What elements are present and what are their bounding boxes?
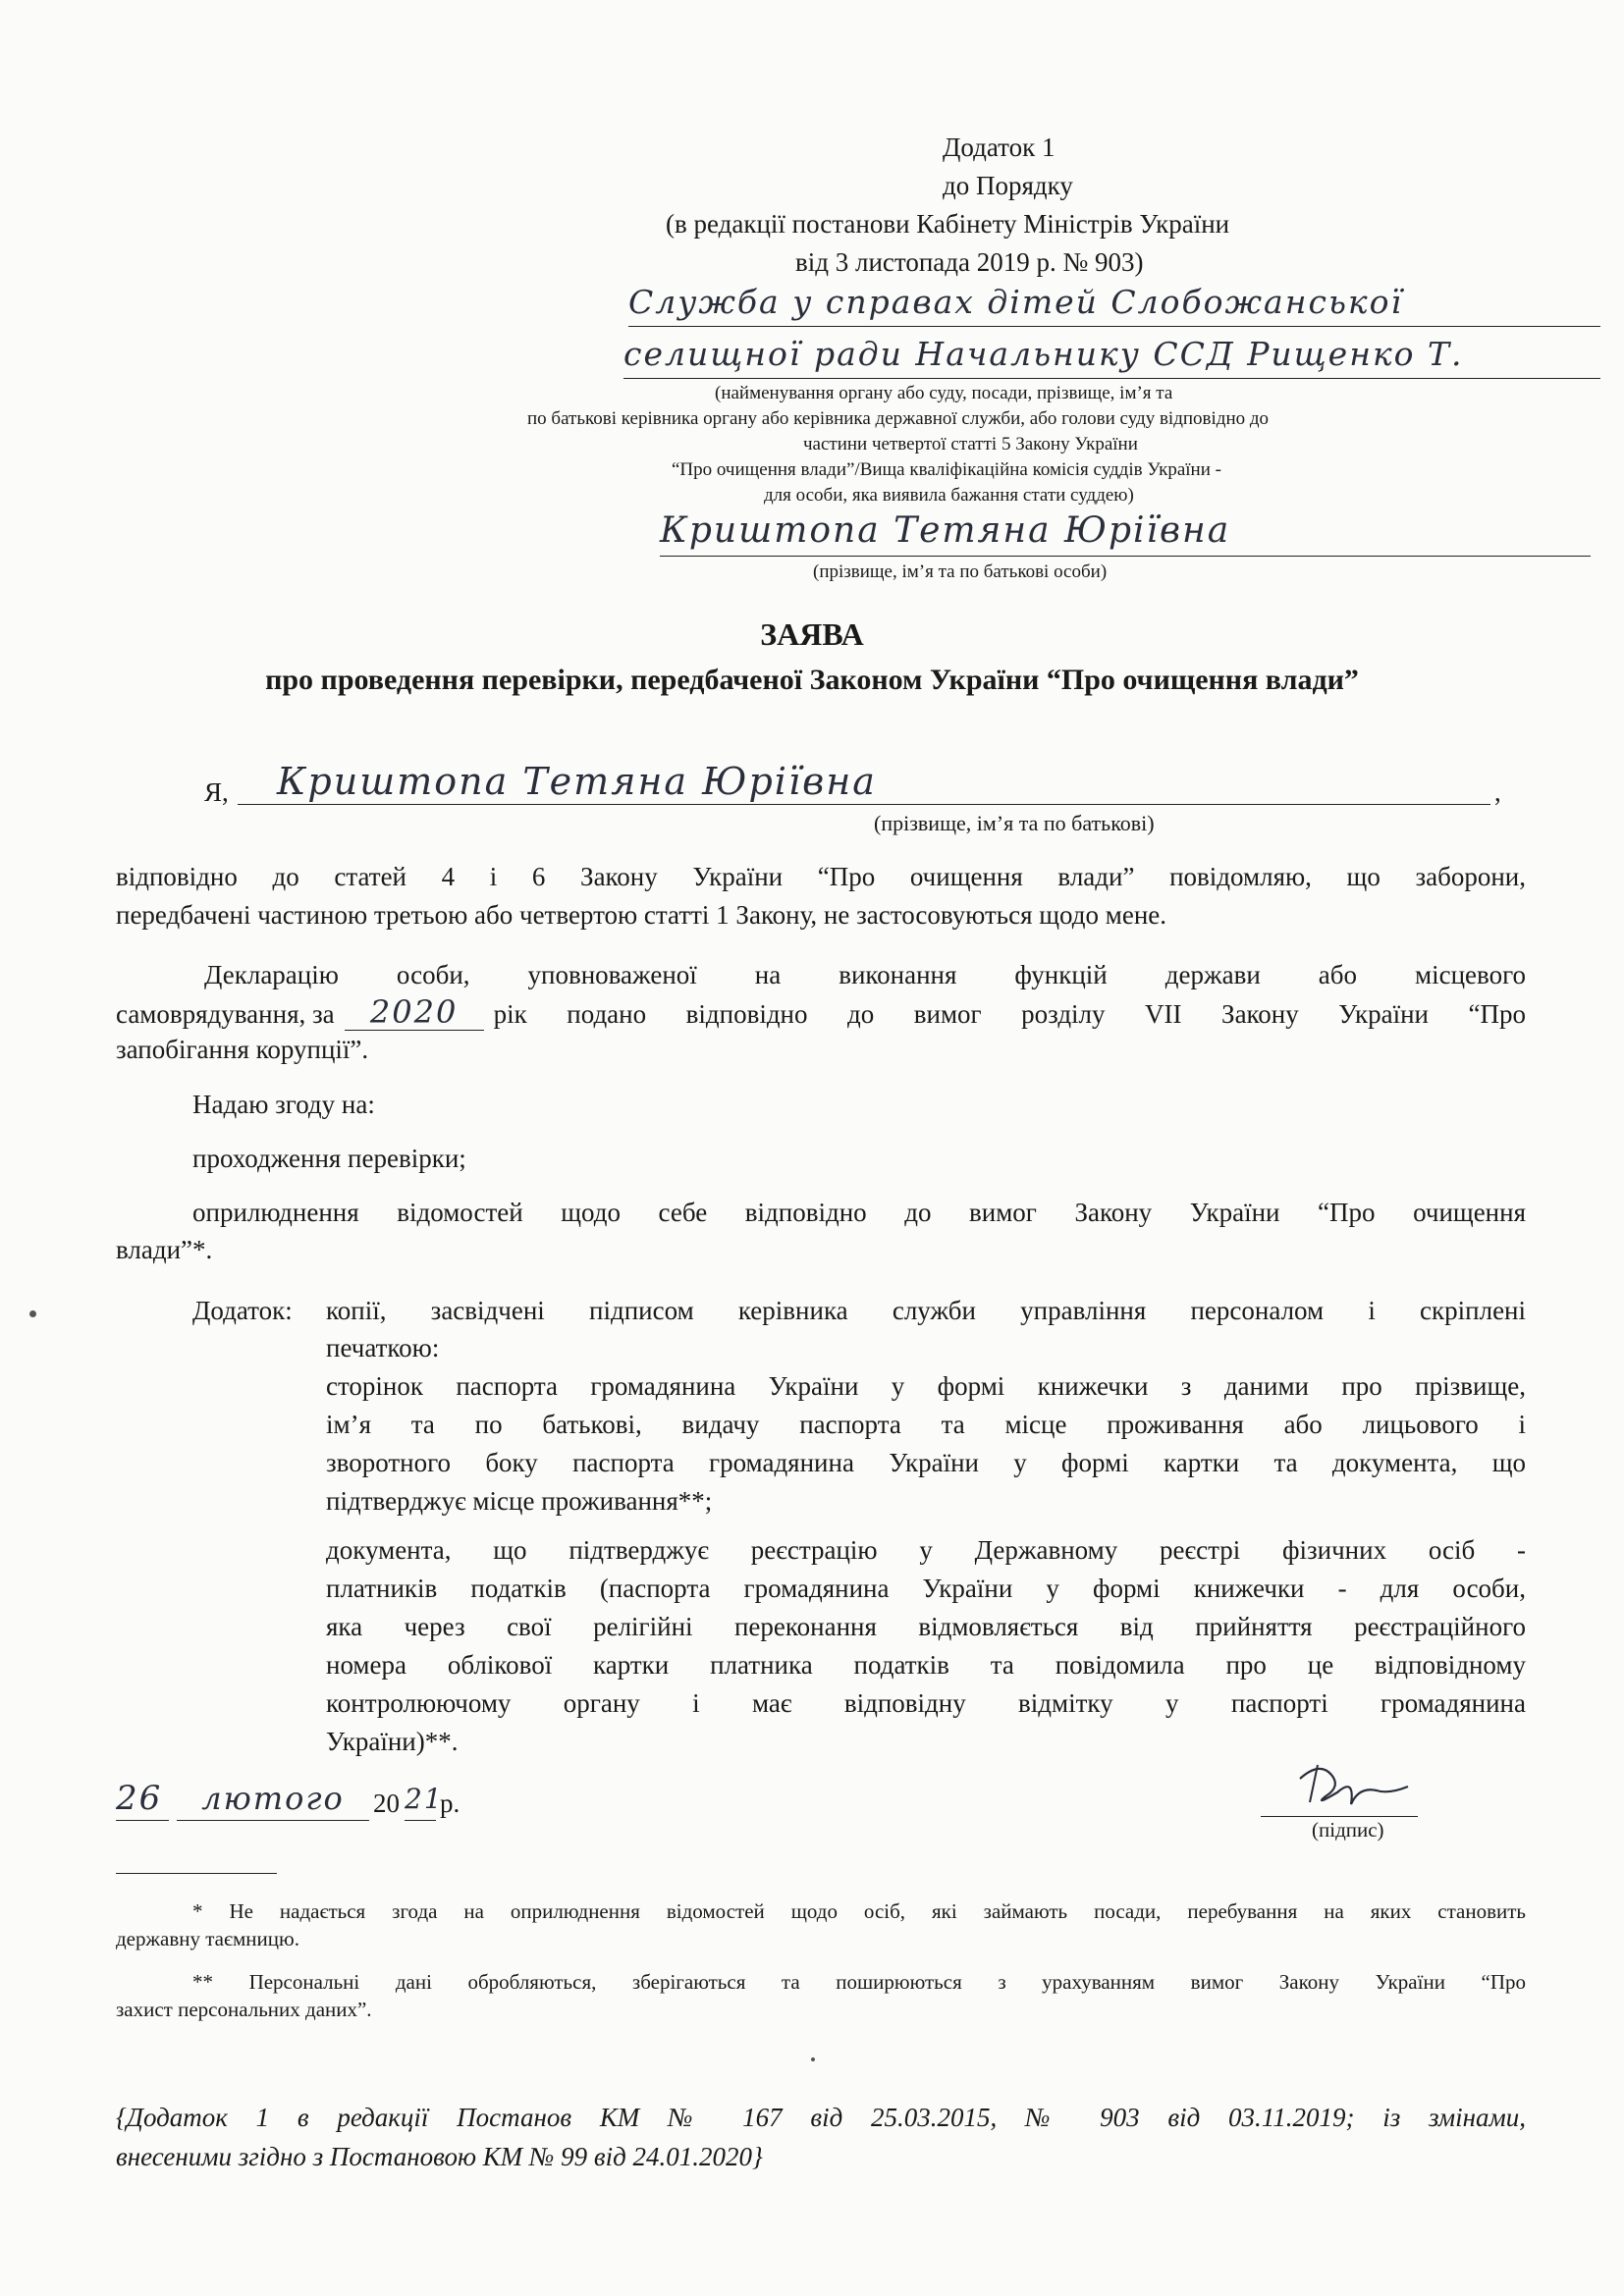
paragraph-2-line-3: запобігання корупції”. bbox=[116, 1035, 369, 1064]
attachment-item-2-line-3: яка через свої релігійні переконання відмовляється від прийняття реєстраційного bbox=[326, 1612, 1526, 1641]
attachment-item-2-line-2: платників податків (паспорта громадянина України у формі книжечки - для особи, bbox=[326, 1574, 1526, 1603]
consent-item-1: проходження перевірки; bbox=[192, 1144, 466, 1173]
attachment-intro-line-2: печаткою: bbox=[326, 1333, 440, 1362]
statement-name-caption: (прізвище, ім’я та по батькові) bbox=[874, 811, 1155, 835]
annex-date: від 3 листопада 2019 р. № 903) bbox=[795, 247, 1144, 277]
statement-name-field: Криштопа Тетяна Юріївна bbox=[238, 754, 1490, 805]
attachment-item-1-line-3: зворотного боку паспорта громадянина України у формі картки та документа, що bbox=[326, 1448, 1526, 1477]
attachment-item-2-line-5: контролюючому органу і має відповідну відмітку у паспорті громадянина bbox=[326, 1688, 1526, 1718]
document-title: ЗАЯВА bbox=[760, 616, 864, 652]
addressee-caption-3: частини четвертої статті 5 Закону України bbox=[803, 434, 1138, 454]
paragraph-2-suffix: рік подано відповідно до вимог розділу VII Закону України “Про bbox=[493, 999, 1526, 1029]
annex-to-order: до Порядку bbox=[943, 171, 1073, 200]
addressee-caption-1: (найменування органу або суду, посади, прізвище, ім’я та bbox=[715, 383, 1173, 403]
attachment-intro-line-1: копії, засвідчені підписом керівника служби управління персоналом і скріплені bbox=[326, 1296, 1526, 1325]
attachment-item-1-line-2: ім’я та по батькові, видачу паспорта та місце проживання або лицьового і bbox=[326, 1410, 1526, 1439]
addressee-line-1: Служба у справах дітей Слобожанської bbox=[628, 277, 1600, 327]
date-month: лютого bbox=[177, 1775, 369, 1821]
addressee-caption-5: для особи, яка виявила бажання стати суддею) bbox=[764, 485, 1134, 506]
addressee-line-2: селищної ради Начальнику ССД Рищенко Т. bbox=[623, 329, 1600, 379]
attachment-item-2-line-4: номера облікової картки платника податків та повідомила про це відповідному bbox=[326, 1650, 1526, 1680]
edition-note-line-1: {Додаток 1 в редакції Постанов КМ № 167 від 25.03.2015, № 903 від 03.11.2019; із змінами, bbox=[116, 2103, 1526, 2132]
annex-label: Додаток 1 bbox=[943, 133, 1056, 162]
paragraph-2-line-1: Декларацію особи, уповноваженої на виконання функцій держави або місцевого bbox=[204, 960, 1526, 989]
document-subtitle: про проведення перевірки, передбаченої Законом України “Про очищення влади” bbox=[265, 664, 1359, 696]
footnote-1-line-1: * Не надається згода на оприлюднення відомостей щодо осіб, які займають посади, перебування на яких становить bbox=[192, 1899, 1526, 1923]
annex-edition: (в редакції постанови Кабінету Міністрів України bbox=[666, 209, 1230, 239]
applicant-name: Криштопа Тетяна Юріївна bbox=[660, 505, 1591, 557]
footnote-separator bbox=[116, 1873, 277, 1874]
date-year-end: р. bbox=[440, 1789, 460, 1818]
attachment-item-1-line-4: підтверджує місце проживання**; bbox=[326, 1486, 713, 1516]
consent-label: Надаю згоду на: bbox=[192, 1090, 375, 1119]
footnote-2-line-1: ** Персональні дані обробляються, зберігаються та поширюються з урахуванням вимог Закону України “Про bbox=[192, 1970, 1526, 1994]
attachment-item-2-line-1: документа, що підтверджує реєстрацію у Державному реєстрі фізичних осіб - bbox=[326, 1535, 1526, 1565]
scan-dot bbox=[811, 2057, 815, 2061]
attachment-item-2-line-6: України)**. bbox=[326, 1727, 459, 1756]
consent-item-2-line-1: оприлюднення відомостей щодо себе відповідно до вимог Закону України “Про очищення bbox=[192, 1198, 1526, 1227]
addressee-caption-4: “Про очищення влади”/Вища кваліфікаційна комісія суддів України - bbox=[672, 459, 1221, 480]
paragraph-2-prefix: самоврядування, за bbox=[116, 999, 335, 1029]
consent-item-2-line-2: влади”*. bbox=[116, 1235, 213, 1264]
name-comma: , bbox=[1494, 777, 1501, 807]
paragraph-1-line-2: передбачені частиною третьою або четвертою статті 1 Закону, не застосовуються щодо мене. bbox=[116, 900, 1167, 930]
date-year-suffix: 21 bbox=[405, 1777, 436, 1821]
footnote-1-line-2: державну таємницю. bbox=[116, 1927, 299, 1950]
date-field bbox=[116, 1775, 666, 1826]
attachment-label: Додаток: bbox=[192, 1296, 293, 1325]
signature-caption: (підпис) bbox=[1312, 1818, 1384, 1842]
applicant-caption: (прізвище, ім’я та по батькові особи) bbox=[813, 561, 1108, 582]
scan-dot bbox=[29, 1310, 36, 1317]
paragraph-1-line-1: відповідно до статей 4 і 6 Закону України “Про очищення влади” повідомляю, що заборони, bbox=[116, 862, 1526, 891]
signature-mark-icon bbox=[1261, 1757, 1418, 1816]
edition-note-line-2: внесеними згідно з Постановою КМ № 99 від 24.01.2020} bbox=[116, 2142, 763, 2171]
paragraph-2-line-2 bbox=[116, 995, 1526, 1032]
ya-label: Я, bbox=[204, 777, 229, 807]
declaration-year: 2020 bbox=[345, 995, 484, 1031]
attachment-item-1-line-1: сторінок паспорта громадянина України у формі книжечки з даними про прізвище, bbox=[326, 1371, 1526, 1401]
signature-field bbox=[1261, 1757, 1418, 1817]
date-day: 26 bbox=[116, 1775, 169, 1821]
date-year-prefix: 20 bbox=[373, 1789, 400, 1818]
addressee-caption-2: по батькові керівника органу або керівника державної служби, або голови суду відповідно до bbox=[527, 408, 1270, 429]
footnote-2-line-2: захист персональних даних”. bbox=[116, 1998, 372, 2021]
